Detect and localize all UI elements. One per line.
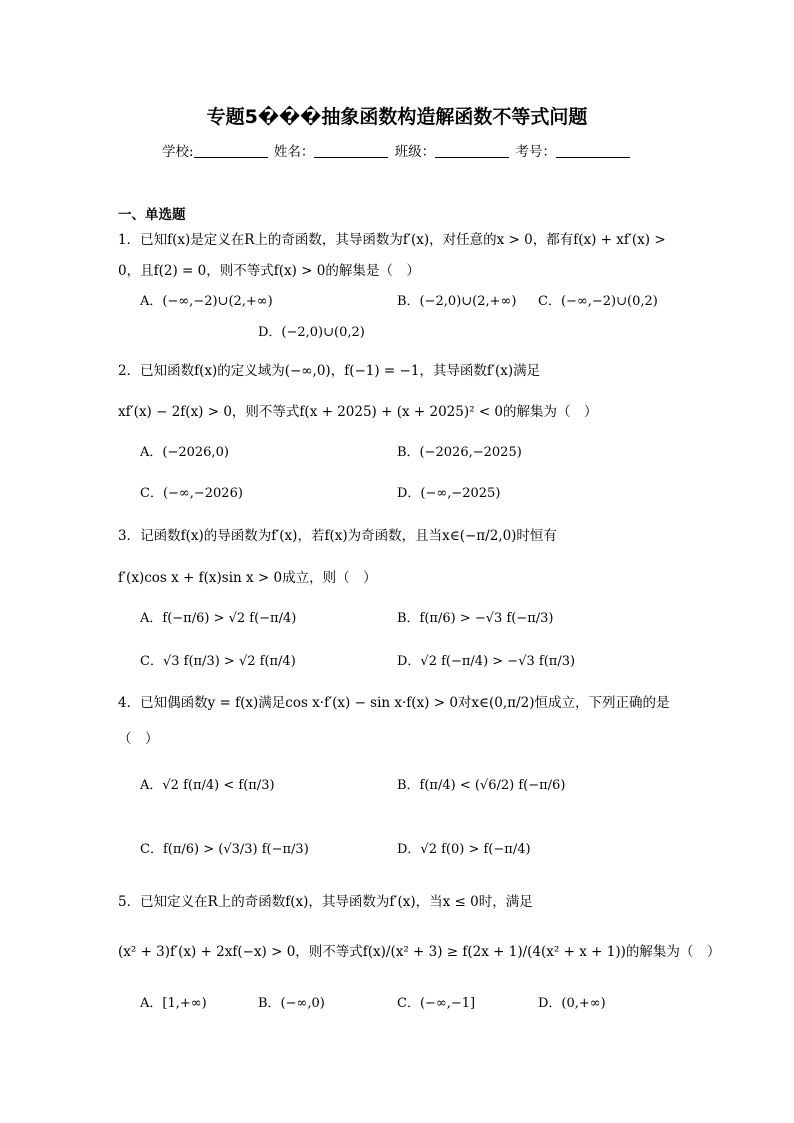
q2-option-a: A．(−2026,0) (140, 445, 229, 460)
q1-option-d: D．(−2,0)∪(0,2) (258, 325, 365, 340)
q5-stem-line2: (x² + 3)f′(x) + 2xf(−x) > 0，则不等式f(x)/(x² + 3) ≥ f(2x + 1)/(4(x² + x + 1))的解集为（ ） (118, 944, 721, 960)
exam-number-blank (556, 145, 630, 158)
q2-stem-line2: xf′(x) − 2f(x) > 0，则不等式f(x + 2025) + (x + 2025)² < 0的解集为（ ） (118, 404, 598, 420)
q1-option-c: C．(−∞,−2)∪(0,2) (538, 294, 658, 309)
class-label: 班级： (394, 144, 436, 160)
q3-stem-line1: 3．记函数f(x)的导函数为f′(x)，若f(x)为奇函数，且当x∈(−π/2,0)时恒有 (118, 528, 557, 544)
q4-option-d: D．√2 f(0) > f(−π/4) (397, 842, 531, 857)
q3-option-d: D．√2 f(−π/4) > −√3 f(π/3) (397, 654, 576, 669)
q4-stem-line2: （ ） (118, 731, 159, 747)
q2-stem-line1: 2．已知函数f(x)的定义域为(−∞,0)，f(−1) = −1，其导函数f′(x)满足 (118, 363, 541, 379)
q2-option-d: D．(−∞,−2025) (397, 486, 501, 501)
q2-option-b: B．(−2026,−2025) (397, 445, 522, 460)
page-title: 专题5���抽象函数构造解函数不等式问题 (206, 106, 588, 128)
q1-stem-line1: 1．已知f(x)是定义在R上的奇函数，其导函数为f′(x)，对任意的x > 0，都有f(x) + xf′(x) > (118, 232, 666, 248)
name-label: 姓名： (273, 144, 315, 160)
q1-stem-line2: 0，且f(2) = 0，则不等式f(x) > 0的解集是（ ） (118, 263, 420, 279)
q4-option-c: C．f(π/6) > (√3/3) f(−π/3) (140, 842, 309, 857)
q5-option-c: C．(−∞,−1] (397, 996, 476, 1011)
q5-stem-line1: 5．已知定义在R上的奇函数f(x)，其导函数为f′(x)，当x ≤ 0时，满足 (118, 894, 533, 910)
name-blank (314, 145, 388, 158)
q3-option-c: C．√3 f(π/3) > √2 f(π/4) (140, 654, 296, 669)
school-blank (194, 145, 268, 158)
q1-option-a: A．(−∞,−2)∪(2,+∞) (140, 294, 273, 309)
section-heading: 一、单选题 (118, 207, 186, 223)
q4-stem-line1: 4．已知偶函数y = f(x)满足cos x·f′(x) − sin x·f(x) > 0对x∈(0,π/2)恒成立，下列正确的是 (118, 695, 670, 711)
q3-option-a: A．f(−π/6) > √2 f(−π/4) (140, 611, 297, 626)
class-blank (435, 145, 509, 158)
school-label: 学校: (162, 144, 194, 160)
student-info-row (0, 140, 794, 160)
q2-option-c: C．(−∞,−2026) (140, 486, 243, 501)
q4-option-a: A．√2 f(π/4) < f(π/3) (140, 778, 275, 793)
q3-option-b: B．f(π/6) > −√3 f(−π/3) (397, 611, 554, 626)
q5-option-d: D．(0,+∞) (538, 996, 606, 1011)
q1-option-b: B．(−2,0)∪(2,+∞) (397, 294, 517, 309)
q5-option-a: A．[1,+∞) (140, 996, 207, 1011)
q4-option-b: B．f(π/4) < (√6/2) f(−π/6) (397, 778, 566, 793)
exam-number-label: 考号： (515, 144, 556, 160)
q5-option-b: B．(−∞,0) (258, 996, 325, 1011)
q3-stem-line2: f′(x)cos x + f(x)sin x > 0成立，则（ ） (118, 570, 377, 586)
